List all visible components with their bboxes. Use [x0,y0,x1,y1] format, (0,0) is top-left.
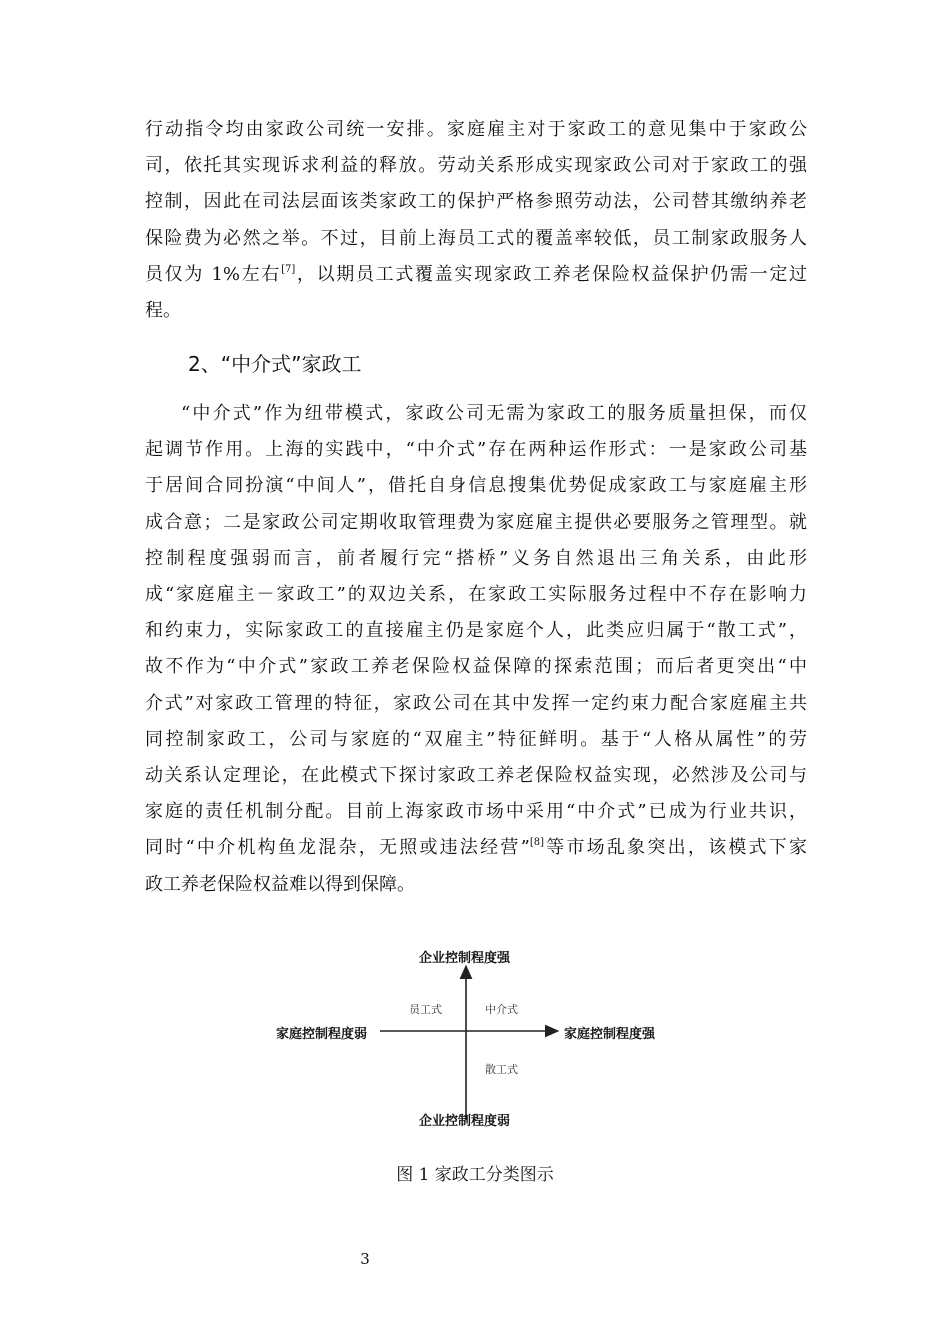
paragraph-line: 控制，因此在司法层面该类家政工的保护严格参照劳动法，公司替其缴纳养老 [145,191,807,213]
paragraph-line: 控制程度强弱而言，前者履行完“搭桥”义务自然退出三角关系，由此形 [145,547,807,569]
citation-ref: [7] [281,263,296,275]
paragraph-line: 司，依托其实现诉求利益的释放。劳动关系形成实现家政公司对于家政工的强 [145,155,807,177]
page-number: 3 [360,1250,370,1268]
paragraph-line: 行动指令均由家政公司统一安排。家庭雇主对于家政工的意见集中于家政公 [145,119,807,140]
figure-caption: 图 1 家政工分类图示 [396,1165,554,1185]
left-axis-label: 家庭控制程度弱 [276,1027,368,1042]
line-text: 同时“中介机构鱼龙混杂，无照或违法经营” [145,837,530,859]
top-axis-label: 企业控制程度强 [419,951,511,966]
line-text: 员仅为 1%左右 [145,263,282,285]
line-text: 等市场乱象突出，该模式下家 [543,837,807,859]
paragraph-line: 保险费为必然之举。不过，目前上海员工式的覆盖率较低，员工制家政服务人 [145,227,807,249]
paragraph-line [145,396,807,432]
citation-ref: [8] [529,837,544,849]
paragraph-line [145,830,807,866]
line-text: ，以期员工式覆盖实现家政工养老保险权益保护仍需一定过 [295,263,807,285]
paragraph-line [145,257,807,293]
paragraph-line: 起调节作用。上海的实践中，“中介式”存在两种运作形式：一是家政公司基 [145,439,807,461]
paragraph-line: 动关系认定理论，在此模式下探讨家政工养老保险权益实现，必然涉及公司与 [145,765,807,787]
paragraph-line: 介式”对家政工管理的特征，家政公司在其中发挥一定约束力配合家庭雇主共 [145,692,807,714]
right-axis-label: 家庭控制程度强 [564,1027,656,1042]
classification-figure [270,940,670,1130]
section-heading: 2、“中介式”家政工 [188,352,362,376]
quadrant-label-employee: 员工式 [409,1003,442,1016]
paragraph-line: 家庭的责任机制分配。目前上海家政市场中采用“中介式”已成为行业共识， [145,801,807,823]
bottom-axis-label: 企业控制程度弱 [419,1114,511,1129]
paragraph-1 [145,112,807,329]
paragraph-line: 政工养老保险权益难以得到保障。 [145,873,415,895]
paragraph-line: 程。 [145,300,181,322]
paragraph-line: 同控制家政工，公司与家庭的“双雇主”特征鲜明。基于“人格从属性”的劳 [145,728,807,750]
paragraph-2 [145,396,807,903]
line-text: “中介式”作为纽带模式，家政公司无需为家政工的服务质量担保，而仅 [181,403,807,424]
paragraph-line: 故不作为“中介式”家政工养老保险权益保障的探索范围；而后者更突出“中 [145,656,807,678]
paragraph-line: 于居间合同扮演“中间人”，借托自身信息搜集优势促成家政工与家庭雇主形 [145,475,807,497]
paragraph-line: 和约束力，实际家政工的直接雇主仍是家庭个人，此类应归属于“散工式”， [145,620,807,642]
quadrant-label-agency: 中介式 [485,1003,518,1016]
quadrant-label-casual: 散工式 [485,1063,518,1076]
paragraph-line: 成合意；二是家政公司定期收取管理费为家庭雇主提供必要服务之管理型。就 [145,511,807,533]
paragraph-line: 成“家庭雇主－家政工”的双边关系，在家政工实际服务过程中不存在影响力 [145,584,807,606]
